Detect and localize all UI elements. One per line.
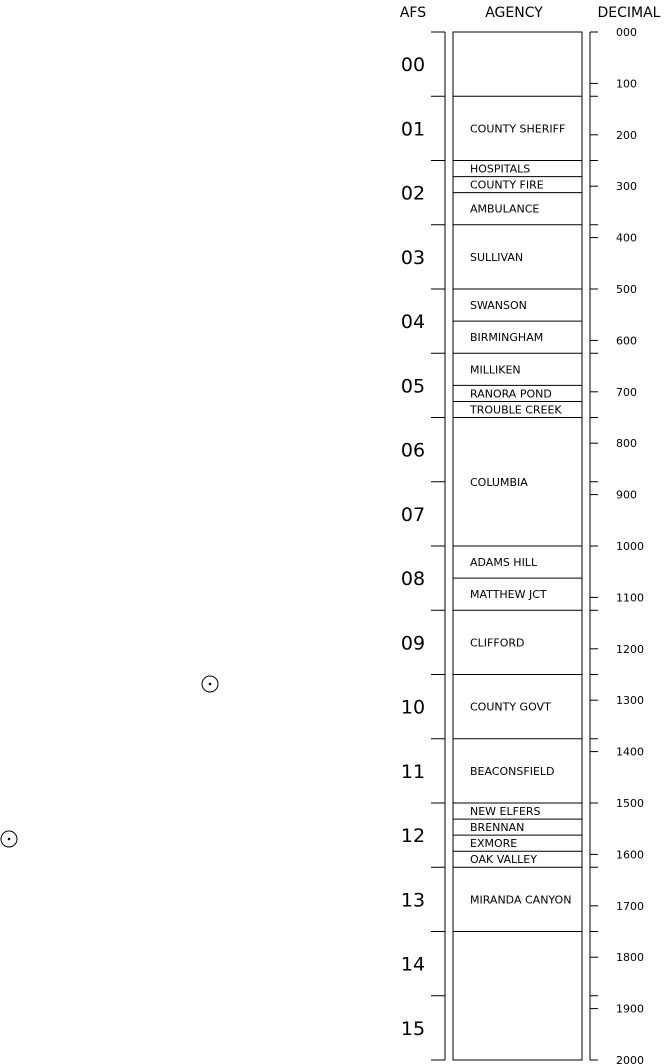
decimal-label: 1800	[616, 951, 644, 965]
agency-label: MATTHEW JCT	[470, 588, 547, 602]
afs-label: 15	[400, 1017, 426, 1040]
decimal-label: 600	[616, 334, 637, 348]
agency-label: OAK VALLEY	[470, 853, 537, 867]
agency-label: EXMORE	[470, 837, 518, 851]
decimal-label: 1600	[616, 848, 644, 862]
agency-label: COUNTY GOVT	[470, 700, 551, 714]
decimal-label: 000	[616, 26, 637, 39]
agency-label: CLIFFORD	[470, 636, 525, 650]
agency-label: SULLIVAN	[470, 250, 524, 264]
agency-column	[453, 32, 582, 1060]
decimal-label: 1000	[616, 540, 644, 553]
circle-marker-1	[202, 676, 218, 692]
afs-header: AFS	[399, 5, 427, 21]
decimal-label: 2000	[616, 1054, 644, 1064]
decimal-label: 200	[616, 128, 637, 142]
afs-label: 10	[400, 696, 426, 719]
afs-label: 09	[400, 632, 426, 655]
afs-label: 04	[400, 311, 426, 334]
afs-label: 12	[400, 825, 426, 848]
agency-label: COUNTY FIRE	[470, 178, 544, 192]
afs-label: 07	[400, 503, 426, 526]
agency-label: BRENNAN	[470, 821, 525, 835]
circle-marker-2	[1, 831, 17, 847]
decimal-label: 1100	[616, 591, 644, 605]
agency-label: BIRMINGHAM	[470, 331, 544, 345]
decimal-label: 500	[616, 283, 637, 296]
afs-label: 00	[400, 54, 426, 77]
agency-label: NEW ELFERS	[470, 805, 541, 819]
decimal-label: 1200	[616, 642, 644, 656]
afs-label: 11	[400, 760, 426, 783]
agency-label: RANORA POND	[470, 387, 552, 401]
decimal-label: 1700	[616, 899, 644, 913]
decimal-scale	[590, 26, 644, 1064]
afs-scale	[401, 32, 445, 1060]
decimal-label: 400	[616, 231, 637, 245]
agency-label: ADAMS HILL	[470, 556, 538, 570]
agency-label: COUNTY SHERIFF	[470, 122, 566, 136]
agency-header: AGENCY	[485, 5, 543, 21]
afs-label: 14	[400, 953, 426, 976]
afs-label: 08	[400, 568, 426, 591]
decimal-label: 1400	[616, 745, 644, 759]
decimal-label: 700	[616, 385, 637, 399]
decimal-label: 100	[616, 77, 637, 91]
decimal-label: 800	[616, 437, 637, 451]
decimal-label: 1900	[616, 1002, 644, 1016]
afs-label: 05	[400, 375, 426, 398]
decimal-label: 1300	[616, 694, 644, 708]
agency-label: MILLIKEN	[470, 363, 521, 377]
decimal-label: 900	[616, 488, 637, 502]
afs-label: 03	[400, 246, 426, 269]
agency-label: HOSPITALS	[470, 162, 531, 176]
agency-label: TROUBLE CREEK	[470, 403, 562, 417]
agency-label: MIRANDA CANYON	[470, 893, 572, 907]
decimal-header: DECIMAL	[597, 5, 661, 21]
afs-label: 02	[400, 182, 426, 205]
decimal-label: 300	[616, 180, 637, 194]
afs-label: 13	[400, 889, 426, 912]
agency-label: SWANSON	[470, 299, 527, 313]
agency-label: BEACONSFIELD	[470, 764, 555, 778]
decimal-label: 1500	[616, 797, 644, 810]
agency-label: AMBULANCE	[470, 202, 540, 216]
agency-label: COLUMBIA	[470, 475, 528, 489]
afs-label: 06	[400, 439, 426, 462]
afs-label: 01	[400, 118, 426, 141]
